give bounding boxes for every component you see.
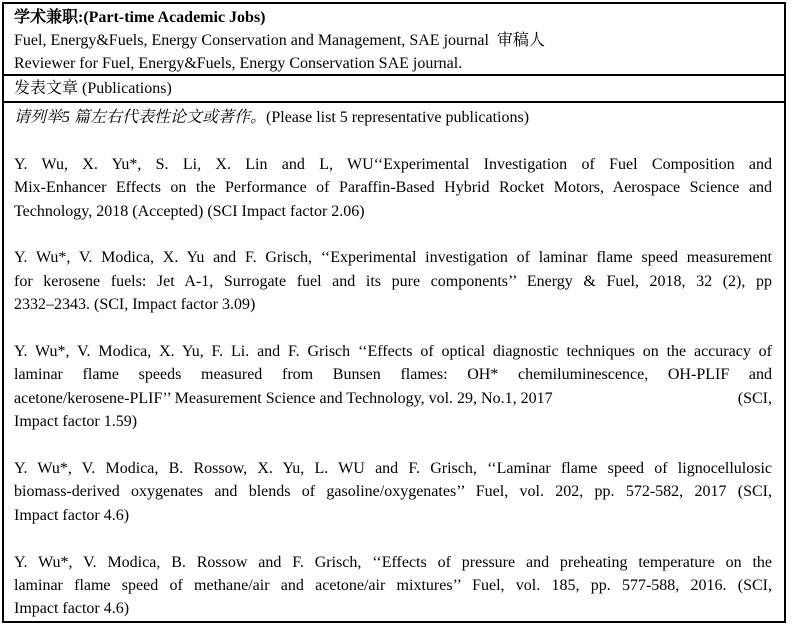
publication-line bbox=[14, 387, 772, 410]
row-publications bbox=[4, 103, 784, 621]
document-table bbox=[2, 2, 786, 623]
publication-line: 2332–2343. (SCI, Impact factor 3.09) bbox=[14, 296, 256, 314]
row-academic-jobs bbox=[4, 4, 784, 76]
academic-jobs-line: Fuel, Energy&Fuels, Energy Conservation and Management, SAE journal 审稿人 bbox=[14, 32, 545, 49]
row-publications-header bbox=[4, 76, 784, 103]
publication-line: Y. Wu, X. Yu*, S. Li, X. Lin and L, WU‘‘Experimental Investigation of Fuel Composition and bbox=[14, 155, 772, 173]
publication bbox=[14, 551, 772, 621]
publication-line: Y. Wu*, V. Modica, X. Yu, F. Li. and F. Grisch ‘‘Effects of optical diagnostic techniques on the accuracy of bbox=[14, 343, 772, 361]
academic-jobs-title: 学术兼职:(Part-time Academic Jobs) bbox=[14, 9, 266, 26]
publication-line: for kerosene fuels: Jet A-1, Surrogate fuel and its pure components’’ Energy & Fuel, 2018, 32 (2), pp bbox=[14, 272, 772, 290]
publication-line: Technology, 2018 (Accepted) (SCI Impact factor 2.06) bbox=[14, 202, 365, 220]
publication-line: Impact factor 4.6) bbox=[14, 600, 130, 618]
publication-line: laminar flame speed of methane/air and acetone/air mixtures’’ Fuel, vol. 185, pp. 577-588, 2016. (SCI, bbox=[14, 577, 772, 595]
publication-line: Impact factor 1.59) bbox=[14, 413, 138, 431]
publication bbox=[14, 153, 772, 223]
note-chinese: 请列举5 篇左右代表性论文或著作。 bbox=[14, 109, 267, 126]
publications-header-label: 发表文章 (Publications) bbox=[14, 80, 172, 97]
publication-line-right: (SCI, bbox=[737, 389, 772, 407]
note-english: (Please list 5 representative publications) bbox=[266, 109, 530, 126]
publication-line: Y. Wu*, V. Modica, X. Yu and F. Grisch, ‘‘Experimental investigation of laminar flame speed measurement bbox=[14, 249, 772, 267]
publication bbox=[14, 246, 772, 316]
publication-line: laminar flame speeds measured from Bunsen flames: OH* chemiluminescence, OH-PLIF and bbox=[14, 366, 772, 384]
publication-line: Mix-Enhancer Effects on the Performance of Paraffin-Based Hybrid Rocket Motors, Aerospace Science and bbox=[14, 179, 772, 197]
publication-line: Y. Wu*, V. Modica, B. Rossow, X. Yu, L. WU and F. Grisch, ‘‘Laminar flame speed of lignocellulosic bbox=[14, 460, 772, 478]
publications-note bbox=[14, 106, 772, 129]
publication-line: biomass-derived oxygenates and blends of gasoline/oxygenates’’ Fuel, vol. 202, pp. 572-582, 2017 (SCI, bbox=[14, 483, 772, 501]
publication-line: Y. Wu*, V. Modica, B. Rossow and F. Grisch, ‘‘Effects of pressure and preheating temperature on the bbox=[14, 553, 772, 571]
publication-line: Impact factor 4.6) bbox=[14, 506, 130, 524]
publication-line-left: acetone/kerosene-PLIF’’ Measurement Science and Technology, vol. 29, No.1, 2017 bbox=[14, 389, 553, 407]
publication bbox=[14, 340, 772, 434]
academic-jobs-line: Reviewer for Fuel, Energy&Fuels, Energy Conservation SAE journal. bbox=[14, 55, 463, 72]
publication bbox=[14, 457, 772, 527]
publications-list bbox=[14, 153, 772, 621]
